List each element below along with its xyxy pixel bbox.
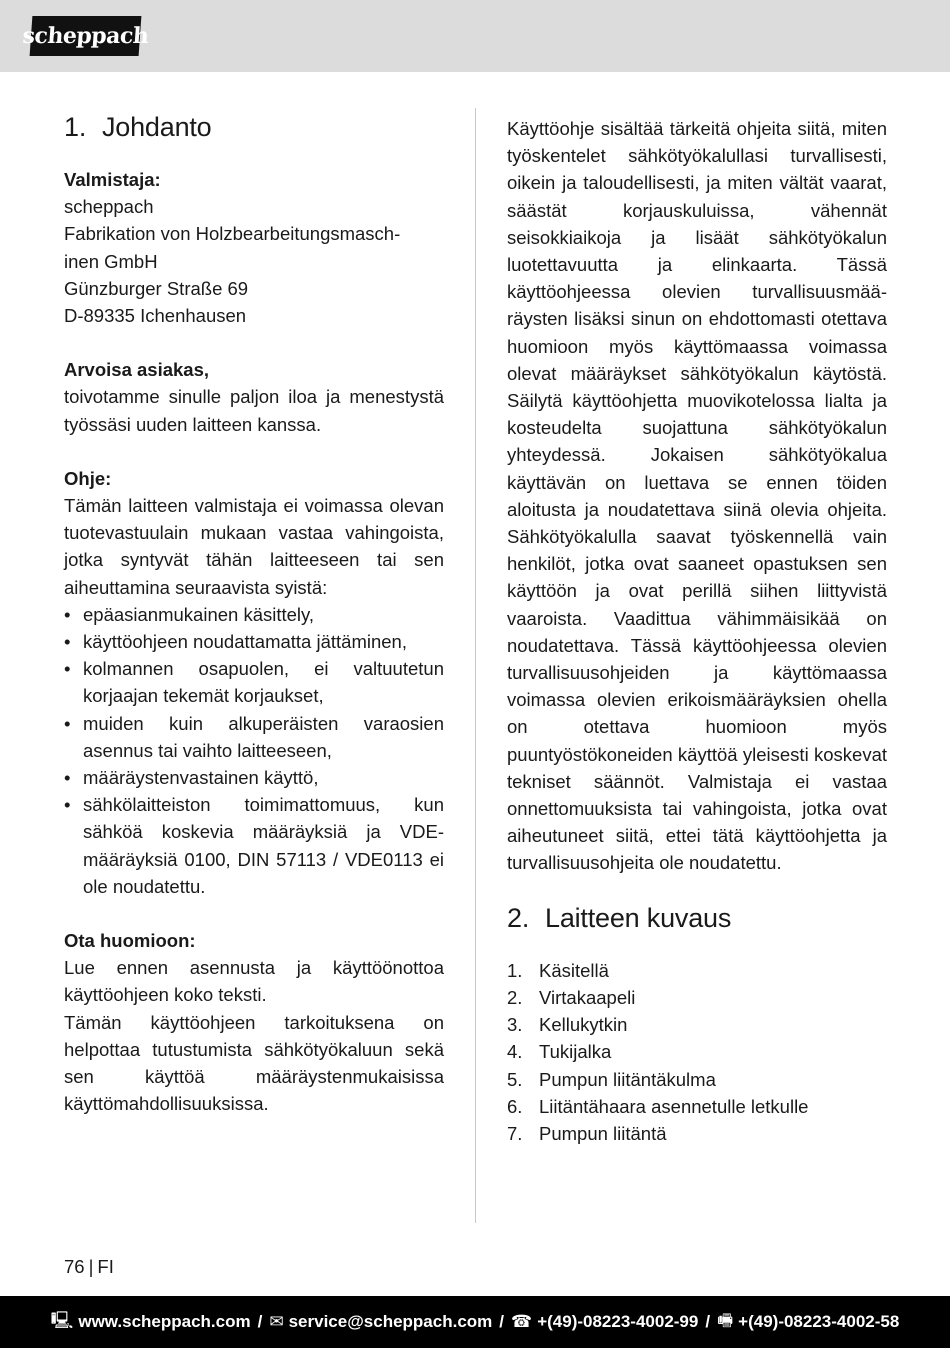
list-item (507, 1120, 887, 1147)
manufacturer-line: Fabrikation von Holzbearbeitungsmasch- (64, 223, 401, 245)
intro-column (64, 110, 444, 1118)
list-item: • muiden kuin alkuperäisten varaosien asennus tai vaihto laitteeseen, (64, 710, 444, 764)
header-bar (0, 0, 950, 72)
customer-text: toivotamme sinulle paljon iloa ja menestystä työssäsi uuden laitteen kanssa. (64, 386, 444, 435)
description-column (507, 115, 887, 1147)
note-text: Tämän laitteen valmistaja ei voimassa olevan tuotevastuulain mukaan vastaa vahingoista, jotka syntyvät tähän laitteeseen tai sen aiheuttamina seuraavista syistä: (64, 495, 444, 598)
footer-email-link[interactable]: service@scheppach.com (288, 1312, 493, 1331)
list-item (507, 1011, 887, 1038)
list-item (507, 984, 887, 1011)
manual-body-text: Käyttöohje sisältää tärkeitä ohjeita siitä, miten työskentelet sähkötyökalullasi turvallisesti, oikein ja taloudellisesti, ja miten vältät vaarat, säästät korjauskuluissa, vähennät seisokkiaikoja ja lisäät sähkötyökalun luotettavuutta ja elinkaarta. Tässä käyttöohjeessa olevien turvallisuusmääräysten lisäksi sinun on ehdottomasti otettava huomioon myös käyttömaassa voimassa olevat määräykset sähkötyökalun käytöstä. Säilytä käyttöohjetta muovikotelossa lialta ja kosteudelta suojattuna sähkötyökalun yhteydessä. Jokaisen sähkötyökalua käyttävän on luettava se ennen töiden aloitusta ja noudatettava siinä olevia ohjeita. Sähkötyökalulla saavat työskennellä vain henkilöt, jotka ovat saaneet opastuksen sen käyttöön ja ovat perillä siihen liittyvistä vaaroista. Vaadittua vähimmäisikää on noudatettava. Tässä käyttöohjeessa olevien turvallisuusohjeiden ja käyttömaassa voimassa olevien erikoismääräyksien ohella on otettava huomioon myös puuntyöstökoneiden käyttöä yleisesti koskevat tekniset säännöt. Valmistaja ei vastaa onnettomuuksista tai vahingoista, jotka ovat aiheutuneet siitä, ettei tätä käyttöohjetta ja turvallisuusohjeita ole noudatettu. (507, 118, 887, 874)
manufacturer-line: inen GmbH (64, 250, 158, 272)
part-number: 1. (507, 959, 523, 981)
manufacturer-line: Günzburger Straße 69 (64, 277, 249, 299)
list-item: • epäasianmukainen käsittely, (64, 601, 444, 628)
page-language: FI (97, 1256, 114, 1277)
footer-phone[interactable]: +(49)-08223-4002-99 (537, 1312, 699, 1331)
attention-label: Ota huomioon: (64, 930, 196, 952)
list-item (507, 1093, 887, 1120)
part-number: 5. (507, 1068, 523, 1090)
footer-website-link[interactable]: www.scheppach.com (78, 1312, 251, 1331)
part-number: 7. (507, 1122, 523, 1144)
part-label: Liitäntähaara asennetulle letkulle (539, 1095, 809, 1117)
part-number: 6. (507, 1095, 523, 1117)
list-item (507, 1038, 887, 1065)
part-label: Käsitellä (539, 959, 609, 981)
part-label: Kellukytkin (539, 1014, 628, 1036)
page-number-value: 76 (64, 1256, 85, 1277)
parts-list (507, 957, 887, 1147)
manufacturer-block (64, 166, 444, 329)
manufacturer-line: scheppach (64, 196, 154, 218)
section-heading-intro (64, 110, 444, 144)
attention-text: Tämän käyttöohjeen tarkoituksena on helpottaa tutustumista sähkötyökaluun sekä sen käyttöä määräystenmukaisissa käyttömahdollisuuksissa. (64, 1011, 444, 1115)
footer-separator: / (257, 1312, 263, 1331)
section-heading-description (507, 901, 887, 935)
fax-icon: 🖷︎ (717, 1310, 734, 1330)
list-item: • kolmannen osapuolen, ei valtuutetun korjaajan tekemät korjaukset, (64, 655, 444, 709)
footer-bar (0, 1296, 950, 1348)
part-label: Tukijalka (539, 1041, 612, 1063)
liability-list (64, 601, 444, 900)
footer-separator: / (499, 1312, 505, 1331)
attention-text: Lue ennen asennusta ja käyttöönottoa käyttöohjeen koko teksti. (64, 957, 444, 1006)
list-item (507, 1066, 887, 1093)
part-label: Pumpun liitäntä (539, 1122, 667, 1144)
part-number: 4. (507, 1041, 523, 1063)
telephone-icon: ☎︎ (511, 1312, 533, 1331)
customer-label: Arvoisa asiakas, (64, 359, 210, 381)
heading-number: 1. (64, 112, 87, 142)
computer-icon: 🖳︎ (50, 1310, 74, 1330)
note-block (64, 465, 444, 900)
manufacturer-label: Valmistaja: (64, 169, 161, 190)
customer-block (64, 356, 444, 438)
attention-block (64, 927, 444, 1117)
column-divider (475, 108, 476, 1223)
part-number: 2. (507, 986, 523, 1008)
heading-number: 2. (507, 902, 530, 933)
page-number-separator: | (88, 1256, 94, 1277)
part-label: Pumpun liitäntäkulma (539, 1068, 716, 1090)
list-item: • käyttöohjeen noudattamatta jättäminen, (64, 628, 444, 655)
note-label: Ohje: (64, 467, 112, 489)
part-label: Virtakaapeli (539, 986, 636, 1008)
manufacturer-line: D-89335 Ichenhausen (64, 305, 247, 327)
envelope-icon: ✉︎ (269, 1312, 284, 1331)
scheppach-logo: scheppach (30, 16, 142, 56)
list-item: • sähkölaitteiston toimimattomuus, kun sähköä koskevia määräyksiä ja VDE-määräyksiä 0100, DIN 57113 / VDE0113 ei ole noudatettu. (64, 791, 444, 900)
heading-title: Laitteen kuvaus (545, 902, 732, 933)
footer-fax: +(49)-08223-4002-58 (738, 1312, 900, 1331)
part-number: 3. (507, 1014, 523, 1036)
list-item (507, 957, 887, 984)
footer-separator: / (705, 1312, 711, 1331)
heading-title: Johdanto (102, 112, 212, 142)
list-item: • määräystenvastainen käyttö, (64, 764, 444, 791)
page-number (64, 1256, 114, 1278)
